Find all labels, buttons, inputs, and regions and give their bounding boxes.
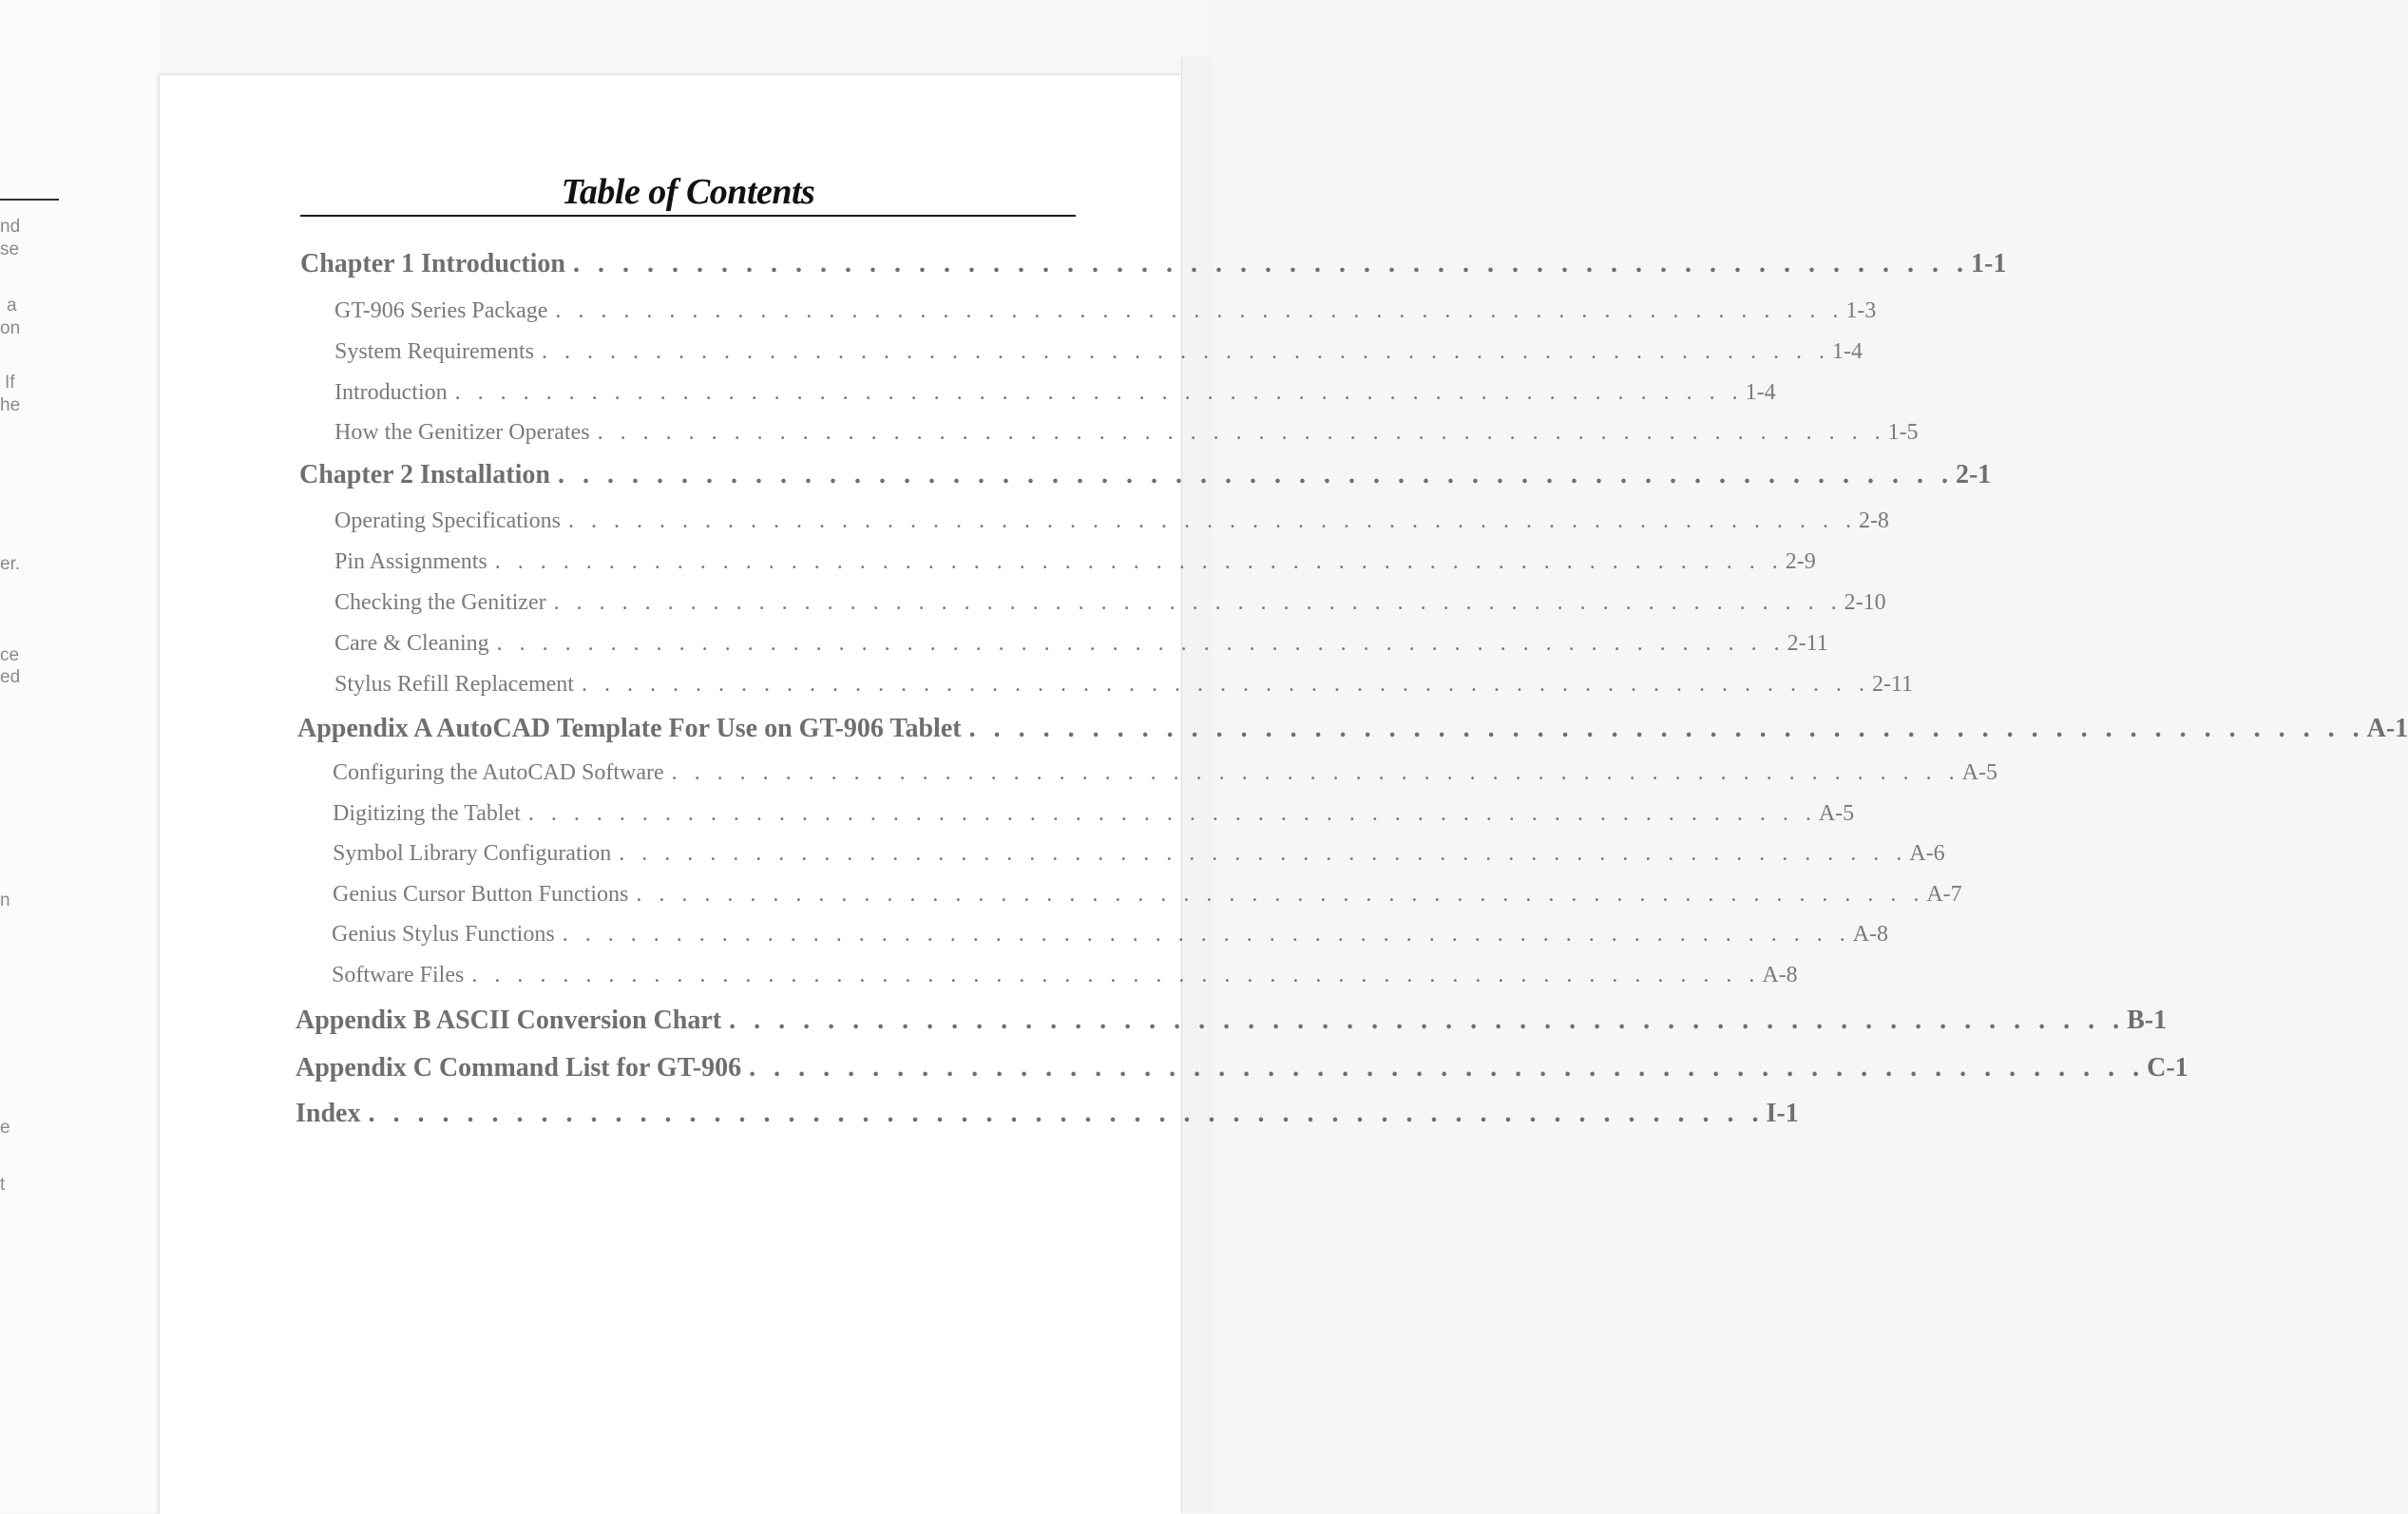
toc-entry-page: A-8 (1852, 922, 1889, 947)
dot-leader: . . . . . . . . . . . . . . . . . . . . . . . . . . . . . . . . . . . . . . . . . . . . . . . . . . . . . . . . . (527, 801, 1817, 826)
dot-leader: . . . . . . . . . . . . . . . . . . . . . . . . . . . . . . . . . . . . . . . . . . . . . . . . . . . . . . . . . (671, 760, 1960, 785)
toc-entry-page: A-5 (1961, 760, 1997, 785)
toc-entry-page: 1-3 (1845, 298, 1877, 323)
facing-page-fragment: n (0, 891, 10, 910)
toc-entry-label: Stylus Refill Replacement (334, 672, 574, 697)
toc-entry-label: Appendix A AutoCAD Template For Use on GT-906 Tablet (297, 714, 962, 743)
toc-entry-appendix-c[interactable] (296, 1053, 2188, 1083)
toc-entry-page: 1-1 (1971, 249, 2007, 278)
toc-entry-label: Chapter 1 Introduction (300, 249, 566, 278)
facing-page-fragment: nd (0, 217, 21, 237)
dot-leader: . . . . . . . . . . . . . . . . . . . . . . . . . . . . . . . . . . . . . . . . . . . . . . . . . . . . . . . . . (581, 672, 1870, 697)
toc-entry-page: I-1 (1766, 1099, 1799, 1128)
facing-page (0, 0, 160, 1513)
toc-entry-chapter-1[interactable] (300, 249, 2007, 279)
toc-entry-page: 2-11 (1787, 631, 1828, 656)
toc-entry-label: Configuring the AutoCAD Software (333, 760, 664, 785)
toc-entry-label: Digitizing the Tablet (333, 801, 521, 826)
toc-entry-label: Care & Cleaning (334, 631, 489, 656)
toc-entry-label: How the Genitizer Operates (334, 420, 590, 445)
dot-leader: . . . . . . . . . . . . . . . . . . . . . . . . . . . . . . . . . . . . . . . . . . . . . . . . . . . . . . . . . (597, 420, 1886, 445)
toc-entry-page: 1-5 (1887, 420, 1919, 445)
toc-entry-page: 2-1 (1955, 460, 1992, 489)
toc-entry-page: A-1 (2366, 714, 2408, 743)
toc-entry-label: Software Files (332, 963, 465, 987)
toc-entry[interactable] (333, 801, 1855, 827)
dot-leader: . . . . . . . . . . . . . . . . . . . . . . . . . . . . . . . . . . . . . . . . . . . . . . . . . . . . . . . . . (553, 590, 1843, 615)
dot-leader: . . . . . . . . . . . . . . . . . . . . . . . . . . . . . . . . . . . . . . . . . . . . . . . . . . . . . . . . . (557, 460, 1954, 489)
toc-entry[interactable] (334, 590, 1886, 616)
facing-page-fragment: a (7, 296, 17, 316)
dot-leader: . . . . . . . . . . . . . . . . . . . . . . . . . . . . . . . . . . . . . . . . . . . . . . . . . . . . . . . . . (368, 1099, 1765, 1128)
facing-page-fragment: e (0, 1118, 10, 1138)
scan-top-strip (0, 0, 1213, 74)
toc-entry[interactable] (334, 339, 1863, 365)
toc-entry-chapter-2[interactable] (299, 460, 1992, 490)
toc-entry-page: 1-4 (1831, 339, 1863, 364)
toc-entry-label: System Requirements (334, 339, 534, 364)
facing-page-fragment: er. (0, 554, 21, 574)
dot-leader: . . . . . . . . . . . . . . . . . . . . . . . . . . . . . . . . . . . . . . . . . . . . . . . . . . . . . . . . . (567, 508, 1857, 533)
toc-entry-appendix-a[interactable] (297, 714, 2408, 744)
title-rule (300, 215, 1076, 217)
toc-entry[interactable] (334, 549, 1816, 575)
toc-entry-label: Introduction (334, 380, 448, 405)
facing-page-fragment: on (0, 318, 21, 338)
dot-leader: . . . . . . . . . . . . . . . . . . . . . . . . . . . . . . . . . . . . . . . . . . . . . . . . . . . . . . . . . (471, 963, 1761, 987)
toc-entry-page: A-5 (1818, 801, 1855, 826)
toc-entry-label: Index (296, 1099, 361, 1128)
dot-leader: . . . . . . . . . . . . . . . . . . . . . . . . . . . . . . . . . . . . . . . . . . . . . . . . . . . . . . . . . (496, 631, 1786, 656)
toc-entry-page: 1-4 (1745, 380, 1776, 405)
toc-entry-label: Genius Stylus Functions (332, 922, 555, 947)
toc-entry[interactable] (334, 380, 1776, 406)
toc-entry-label: Appendix C Command List for GT-906 (296, 1053, 742, 1083)
toc-entry-label: Genius Cursor Button Functions (333, 882, 629, 907)
toc-entry[interactable] (334, 508, 1889, 534)
toc-entry[interactable] (333, 882, 1962, 908)
toc-entry-page: C-1 (2147, 1053, 2188, 1083)
facing-page-fragment: ed (0, 667, 21, 687)
toc-entry-label: Checking the Genitizer (334, 590, 546, 615)
toc-entry-page: 2-8 (1858, 508, 1889, 533)
dot-leader: . . . . . . . . . . . . . . . . . . . . . . . . . . . . . . . . . . . . . . . . . . . . . . . . . . . . . . . . . (729, 1006, 2126, 1035)
toc-entry-page: A-6 (1909, 841, 1945, 866)
toc-entry-label: Symbol Library Configuration (333, 841, 612, 866)
dot-leader: . . . . . . . . . . . . . . . . . . . . . . . . . . . . . . . . . . . . . . . . . . . . . . . . . . . . . . . . . (555, 298, 1844, 323)
dot-leader: . . . . . . . . . . . . . . . . . . . . . . . . . . . . . . . . . . . . . . . . . . . . . . . . . . . . . . . . . (636, 882, 1925, 907)
facing-page-fragment: ce (0, 645, 20, 665)
dot-leader: . . . . . . . . . . . . . . . . . . . . . . . . . . . . . . . . . . . . . . . . . . . . . . . . . . . . . . . . . (968, 714, 2365, 743)
dot-leader: . . . . . . . . . . . . . . . . . . . . . . . . . . . . . . . . . . . . . . . . . . . . . . . . . . . . . . . . . (494, 549, 1784, 574)
toc-entry-page: 2-9 (1785, 549, 1816, 574)
toc-entry-label: Operating Specifications (334, 508, 561, 533)
toc-entry-page: B-1 (2127, 1006, 2168, 1035)
toc-entry-page: A-7 (1926, 882, 1962, 907)
toc-entry[interactable] (334, 298, 1877, 324)
toc-entry-index[interactable] (296, 1099, 1799, 1129)
dot-leader: . . . . . . . . . . . . . . . . . . . . . . . . . . . . . . . . . . . . . . . . . . . . . . . . . . . . . . . . . (619, 841, 1908, 866)
toc-entry-appendix-b[interactable] (296, 1006, 2168, 1036)
toc-entry[interactable] (334, 672, 1914, 698)
facing-page-fragment: t (0, 1175, 6, 1195)
toc-entry[interactable] (333, 760, 1997, 786)
page-title: Table of Contents (561, 172, 815, 212)
dot-leader: . . . . . . . . . . . . . . . . . . . . . . . . . . . . . . . . . . . . . . . . . . . . . . . . . . . . . . . . . (541, 339, 1830, 364)
toc-entry-page: A-8 (1762, 963, 1798, 987)
toc-entry-label: Pin Assignments (334, 549, 487, 574)
facing-page-fragment: If (5, 373, 15, 393)
toc-entry-label: GT-906 Series Package (334, 298, 548, 323)
facing-page-rule (0, 199, 59, 201)
facing-page-fragment: he (0, 395, 21, 415)
toc-entry-label: Appendix B ASCII Conversion Chart (296, 1006, 722, 1035)
toc-entry-label: Chapter 2 Installation (299, 460, 550, 489)
toc-entry-page: 2-10 (1844, 590, 1886, 615)
dot-leader: . . . . . . . . . . . . . . . . . . . . . . . . . . . . . . . . . . . . . . . . . . . . . . . . . . . . . . . . . (454, 380, 1744, 405)
toc-page (160, 74, 1181, 1514)
toc-entry[interactable] (334, 631, 1828, 657)
dot-leader: . . . . . . . . . . . . . . . . . . . . . . . . . . . . . . . . . . . . . . . . . . . . . . . . . . . . . . . . . (749, 1053, 2146, 1083)
toc-entry[interactable] (333, 841, 1945, 867)
dot-leader: . . . . . . . . . . . . . . . . . . . . . . . . . . . . . . . . . . . . . . . . . . . . . . . . . . . . . . . . . (562, 922, 1851, 947)
toc-entry-page: 2-11 (1871, 672, 1914, 697)
toc-entry[interactable] (332, 963, 1798, 988)
toc-entry[interactable] (332, 922, 1889, 948)
facing-page-fragment: se (0, 240, 20, 259)
toc-entry[interactable] (334, 420, 1919, 446)
dot-leader: . . . . . . . . . . . . . . . . . . . . . . . . . . . . . . . . . . . . . . . . . . . . . . . . . . . . . . . . . (573, 249, 1970, 278)
